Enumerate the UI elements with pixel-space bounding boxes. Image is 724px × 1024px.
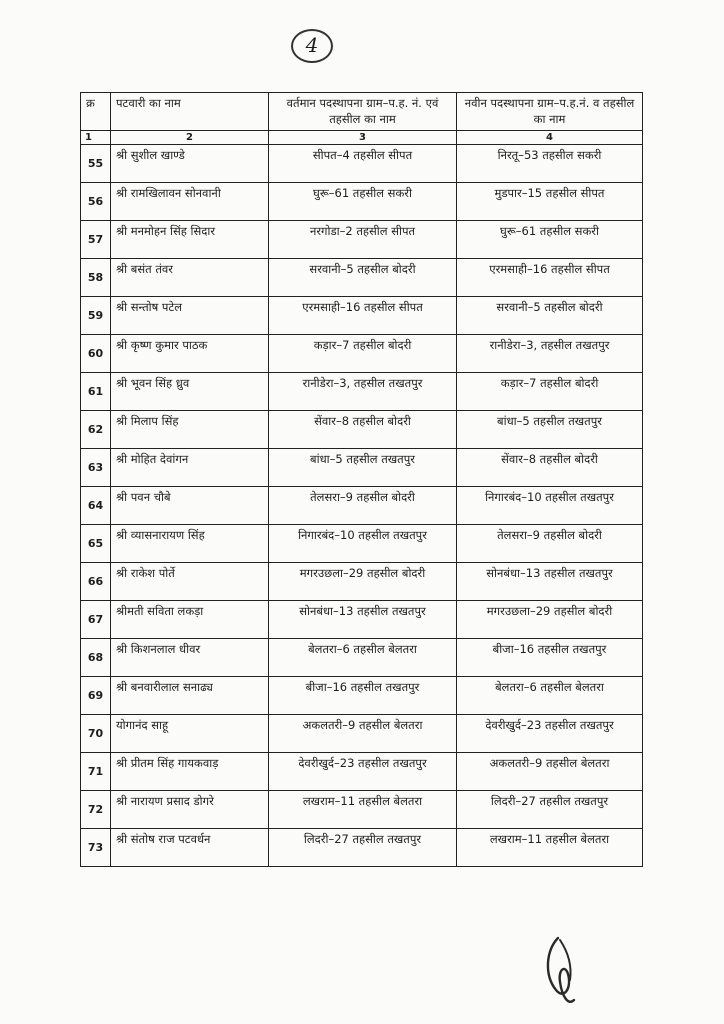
header-serial: क्र [81, 93, 111, 131]
new-posting-cell: सरवानी–5 तहसील बोदरी [457, 297, 643, 335]
table-row [81, 221, 643, 259]
current-posting-cell: अकलतरी–9 तहसील बेलतरा [269, 715, 457, 753]
patwari-name-cell: श्री रामखिलावन सोनवानी [111, 183, 269, 221]
table-row [81, 639, 643, 677]
patwari-name-cell: श्री मोहित देवांगन [111, 449, 269, 487]
header-new-posting: नवीन पदस्थापना ग्राम–प.ह.नं. व तहसील का नाम [457, 93, 643, 131]
serial-cell: 67 [81, 601, 111, 639]
serial-cell: 62 [81, 411, 111, 449]
table-row [81, 563, 643, 601]
index-cell: 1 [81, 131, 111, 145]
current-posting-cell: सीपत–4 तहसील सीपत [269, 145, 457, 183]
serial-cell: 56 [81, 183, 111, 221]
table-row [81, 677, 643, 715]
table-row [81, 411, 643, 449]
table-row [81, 183, 643, 221]
table-row [81, 791, 643, 829]
current-posting-cell: रानीडेरा–3, तहसील तखतपुर [269, 373, 457, 411]
transfer-table [80, 92, 643, 867]
table-body [81, 131, 643, 867]
patwari-name-cell: योगानंद साहू [111, 715, 269, 753]
table-row [81, 829, 643, 867]
new-posting-cell: निगारबंद–10 तहसील तखतपुर [457, 487, 643, 525]
patwari-name-cell: श्री प्रीतम सिंह गायकवाड़ [111, 753, 269, 791]
serial-cell: 65 [81, 525, 111, 563]
new-posting-cell: घुरू–61 तहसील सकरी [457, 221, 643, 259]
header-current-posting: वर्तमान पदस्थापना ग्राम–प.ह. नं. एवं तहसील का नाम [269, 93, 457, 131]
new-posting-cell: लखराम–11 तहसील बेलतरा [457, 829, 643, 867]
serial-cell: 55 [81, 145, 111, 183]
serial-cell: 68 [81, 639, 111, 677]
new-posting-cell: सोनबंधा–13 तहसील तखतपुर [457, 563, 643, 601]
serial-cell: 70 [81, 715, 111, 753]
table-row [81, 335, 643, 373]
new-posting-cell: रानीडेरा–3, तहसील तखतपुर [457, 335, 643, 373]
current-posting-cell: तेलसरा–9 तहसील बोदरी [269, 487, 457, 525]
patwari-name-cell: श्री सन्तोष पटेल [111, 297, 269, 335]
current-posting-cell: नरगोडा–2 तहसील सीपत [269, 221, 457, 259]
new-posting-cell: तेलसरा–9 तहसील बोदरी [457, 525, 643, 563]
current-posting-cell: कड़ार–7 तहसील बोदरी [269, 335, 457, 373]
patwari-name-cell: श्री पवन चौबे [111, 487, 269, 525]
patwari-name-cell: श्री संतोष राज पटवर्धन [111, 829, 269, 867]
table-row [81, 373, 643, 411]
new-posting-cell: बीजा–16 तहसील तखतपुर [457, 639, 643, 677]
current-posting-cell: लिदरी–27 तहसील तखतपुर [269, 829, 457, 867]
serial-cell: 71 [81, 753, 111, 791]
index-cell: 3 [269, 131, 457, 145]
serial-cell: 64 [81, 487, 111, 525]
patwari-name-cell: श्री कृष्ण कुमार पाठक [111, 335, 269, 373]
serial-cell: 72 [81, 791, 111, 829]
current-posting-cell: सरवानी–5 तहसील बोदरी [269, 259, 457, 297]
page-number: 4 [291, 29, 333, 63]
patwari-name-cell: श्री मनमोहन सिंह सिदार [111, 221, 269, 259]
table-row [81, 297, 643, 335]
current-posting-cell: बीजा–16 तहसील तखतपुर [269, 677, 457, 715]
current-posting-cell: बेलतरा–6 तहसील बेलतरा [269, 639, 457, 677]
new-posting-cell: सेंवार–8 तहसील बोदरी [457, 449, 643, 487]
current-posting-cell: लखराम–11 तहसील बेलतरा [269, 791, 457, 829]
patwari-name-cell: श्री किशनलाल धीवर [111, 639, 269, 677]
header-row [81, 93, 643, 131]
patwari-name-cell: श्री सुशील खाण्डे [111, 145, 269, 183]
patwari-name-cell: श्री बनवारीलाल सनाढ्य [111, 677, 269, 715]
table-row [81, 525, 643, 563]
new-posting-cell: देवरीखुर्द–23 तहसील तखतपुर [457, 715, 643, 753]
serial-cell: 58 [81, 259, 111, 297]
serial-cell: 69 [81, 677, 111, 715]
current-posting-cell: सेंवार–8 तहसील बोदरी [269, 411, 457, 449]
new-posting-cell: बांधा–5 तहसील तखतपुर [457, 411, 643, 449]
serial-cell: 59 [81, 297, 111, 335]
new-posting-cell: एरमसाही–16 तहसील सीपत [457, 259, 643, 297]
patwari-name-cell: श्री भूवन सिंह ध्रुव [111, 373, 269, 411]
serial-cell: 57 [81, 221, 111, 259]
serial-cell: 60 [81, 335, 111, 373]
table-row [81, 449, 643, 487]
serial-cell: 63 [81, 449, 111, 487]
patwari-name-cell: श्री बसंत तंवर [111, 259, 269, 297]
table-row [81, 715, 643, 753]
new-posting-cell: मुडपार–15 तहसील सीपत [457, 183, 643, 221]
new-posting-cell: लिदरी–27 तहसील तखतपुर [457, 791, 643, 829]
current-posting-cell: निगारबंद–10 तहसील तखतपुर [269, 525, 457, 563]
patwari-name-cell: श्री मिलाप सिंह [111, 411, 269, 449]
serial-cell: 61 [81, 373, 111, 411]
current-posting-cell: सोनबंधा–13 तहसील तखतपुर [269, 601, 457, 639]
table-row [81, 145, 643, 183]
header-patwari-name: पटवारी का नाम [111, 93, 269, 131]
current-posting-cell: घुरू–61 तहसील सकरी [269, 183, 457, 221]
column-index-row [81, 131, 643, 145]
new-posting-cell: निरतू–53 तहसील सकरी [457, 145, 643, 183]
index-cell: 2 [111, 131, 269, 145]
table-row [81, 753, 643, 791]
current-posting-cell: मगरउछला–29 तहसील बोदरी [269, 563, 457, 601]
current-posting-cell: देवरीखुर्द–23 तहसील तखतपुर [269, 753, 457, 791]
new-posting-cell: मगरउछला–29 तहसील बोदरी [457, 601, 643, 639]
new-posting-cell: बेलतरा–6 तहसील बेलतरा [457, 677, 643, 715]
current-posting-cell: एरमसाही–16 तहसील सीपत [269, 297, 457, 335]
current-posting-cell: बांधा–5 तहसील तखतपुर [269, 449, 457, 487]
index-cell: 4 [457, 131, 643, 145]
serial-cell: 73 [81, 829, 111, 867]
signature-mark [538, 930, 588, 1010]
table-row [81, 487, 643, 525]
patwari-name-cell: श्री व्यासनारायण सिंह [111, 525, 269, 563]
patwari-name-cell: श्री राकेश पोर्ते [111, 563, 269, 601]
table-row [81, 601, 643, 639]
new-posting-cell: कड़ार–7 तहसील बोदरी [457, 373, 643, 411]
serial-cell: 66 [81, 563, 111, 601]
patwari-name-cell: श्री नारायण प्रसाद डोगरे [111, 791, 269, 829]
new-posting-cell: अकलतरी–9 तहसील बेलतरा [457, 753, 643, 791]
table-row [81, 259, 643, 297]
patwari-name-cell: श्रीमती सविता लकड़ा [111, 601, 269, 639]
